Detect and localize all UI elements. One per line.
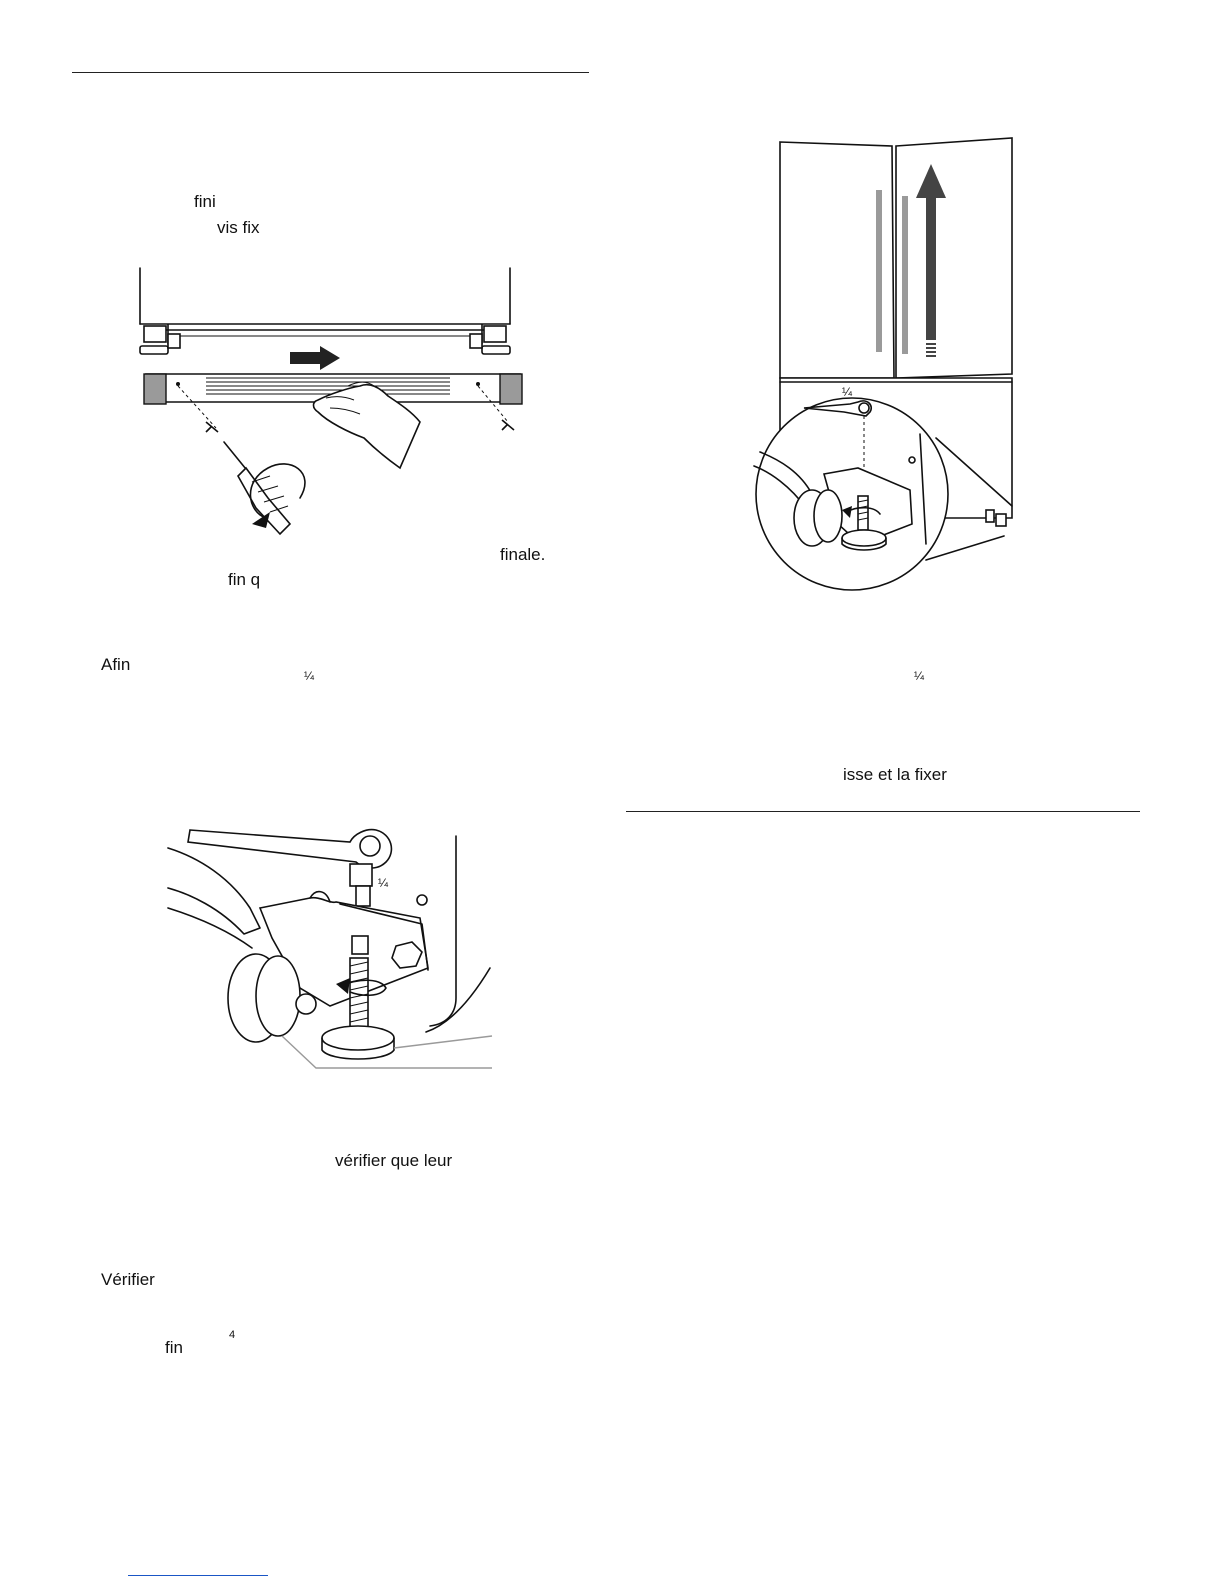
grille-installation-illustration (120, 262, 560, 552)
top-rule (72, 72, 589, 73)
fraction-quarter-text: ¼ (914, 669, 925, 683)
section-rule (626, 811, 1140, 812)
text-vis-fix: vis fix (217, 218, 260, 237)
superscript-four: 4 (229, 1329, 236, 1341)
fraction-quarter-a: ¼ (304, 669, 315, 683)
text-fin: fin (165, 1338, 183, 1357)
footer-link-underline (128, 1575, 268, 1576)
text-verifier-que-leur: vérifier que leur (335, 1151, 453, 1170)
text-isse-et-la-fixer: isse et la fixer (843, 765, 947, 784)
leveling-leg-wrench-illustration (160, 828, 500, 1078)
text-fin-q: fin q (228, 570, 261, 589)
fraction-quarter-door: ¼ (842, 385, 853, 399)
text-afin: Afin (101, 655, 131, 674)
door-alignment-illustration (740, 134, 1030, 594)
text-verifier: Vérifier (101, 1270, 155, 1289)
fraction-quarter-b: ¼ (378, 876, 389, 890)
text-fini: fini (194, 192, 216, 211)
text-finale: finale. (500, 545, 546, 564)
